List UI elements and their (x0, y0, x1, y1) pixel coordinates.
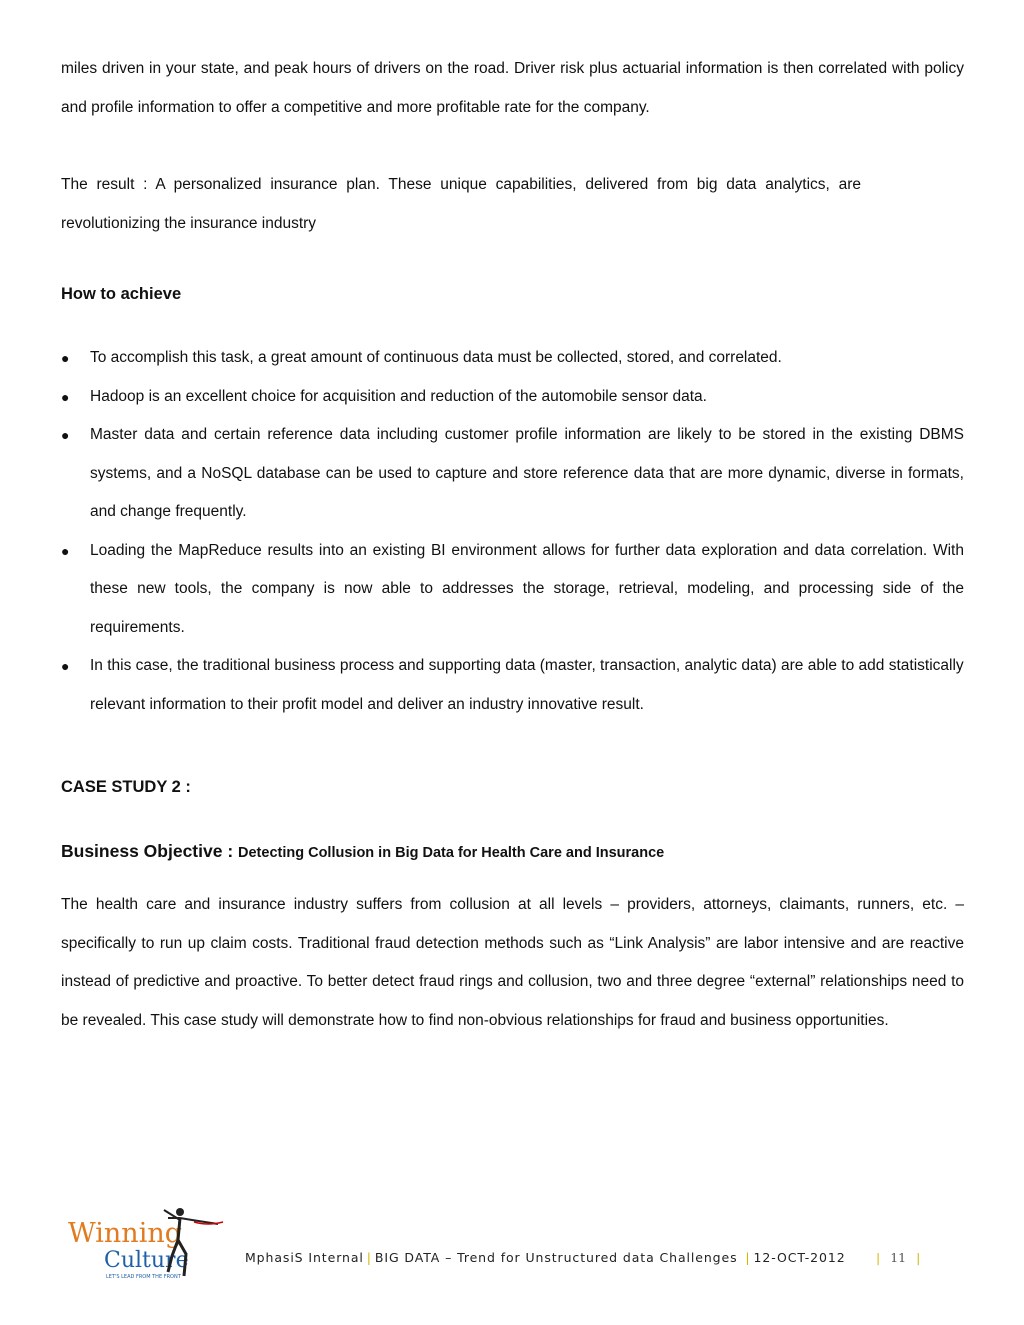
bullet-icon: ● (61, 350, 70, 366)
bullet-icon: ● (61, 658, 70, 674)
case-study-heading: CASE STUDY 2 : (61, 778, 191, 796)
bullet-icon: ● (61, 542, 70, 559)
footer-org: MphasiS Internal (245, 1250, 364, 1265)
business-objective-label: Business Objective : (61, 841, 239, 861)
logo-word-culture: Culture (104, 1248, 189, 1273)
bullet-icon: ● (61, 388, 70, 405)
logo-word-winning: Winning (68, 1218, 182, 1249)
footer-date: 12-OCT-2012 (753, 1250, 846, 1265)
page-number-block (866, 1250, 930, 1265)
footer-separator: | (366, 1250, 372, 1265)
page-number-separator-right: | (916, 1250, 921, 1265)
footer-text (245, 1250, 846, 1265)
page-number: 11 (890, 1250, 907, 1265)
business-objective (61, 841, 664, 862)
logo-tagline: LET'S LEAD FROM THE FRONT (106, 1274, 181, 1280)
page-number-separator-left: | (876, 1250, 881, 1265)
list-item: ● Hadoop is an excellent choice for acquisition and reduction of the automobile sensor data. (61, 378, 964, 417)
footer-separator: | (745, 1250, 751, 1265)
list-item: ● In this case, the traditional business process and supporting data (master, transaction, analytic data) are able to add statistically relevant information to their profit model and deliver an industry innovative result. (61, 647, 964, 724)
list-item: ● Master data and certain reference data including customer profile information are likely to be stored in the existing DBMS systems, and a NoSQL database can be used to capture and store reference data that are more dynamic, diverse in formats, and change frequently. (61, 416, 964, 532)
winning-culture-logo (68, 1206, 228, 1288)
list-item: ● Loading the MapReduce results into an existing BI environment allows for further data exploration and data correlation. With these new tools, the company is now able to addresses the storage, retrieval, modeling, and processing side of the requirements. (61, 532, 964, 648)
intro-paragraph-1: miles driven in your state, and peak hours of drivers on the road. Driver risk plus actuarial information is then correlated with policy and profile information to offer a competitive and more profitable rate for the company. (61, 60, 964, 116)
intro-paragraph-2: The result : A personalized insurance plan. These unique capabilities, delivered from big data analytics, are revolutionizing the insurance industry (61, 176, 861, 232)
bullet-icon: ● (61, 427, 70, 443)
section-heading-how-to-achieve: How to achieve (61, 285, 182, 303)
case-study-body: The health care and insurance industry suffers from collusion at all levels – providers, attorneys, claimants, runners, etc. – specifically to run up claim costs. Traditional fraud detection methods such as “Link Analysis” are labor intensive and are reactive instead of predictive and proactive. To better detect fraud rings and collusion, two and three degree “external” relationships need to be revealed. This case study will demonstrate how to find non-obvious relationships for fraud and business opportunities. (61, 896, 964, 1029)
footer-title: BIG DATA – Trend for Unstructured data Challenges (374, 1250, 738, 1265)
page-footer (0, 1218, 1024, 1298)
how-to-achieve-list (61, 339, 964, 724)
list-item: ● To accomplish this task, a great amount of continuous data must be collected, stored, and correlated. (61, 339, 964, 378)
business-objective-text: Detecting Collusion in Big Data for Health Care and Insurance (238, 845, 665, 861)
